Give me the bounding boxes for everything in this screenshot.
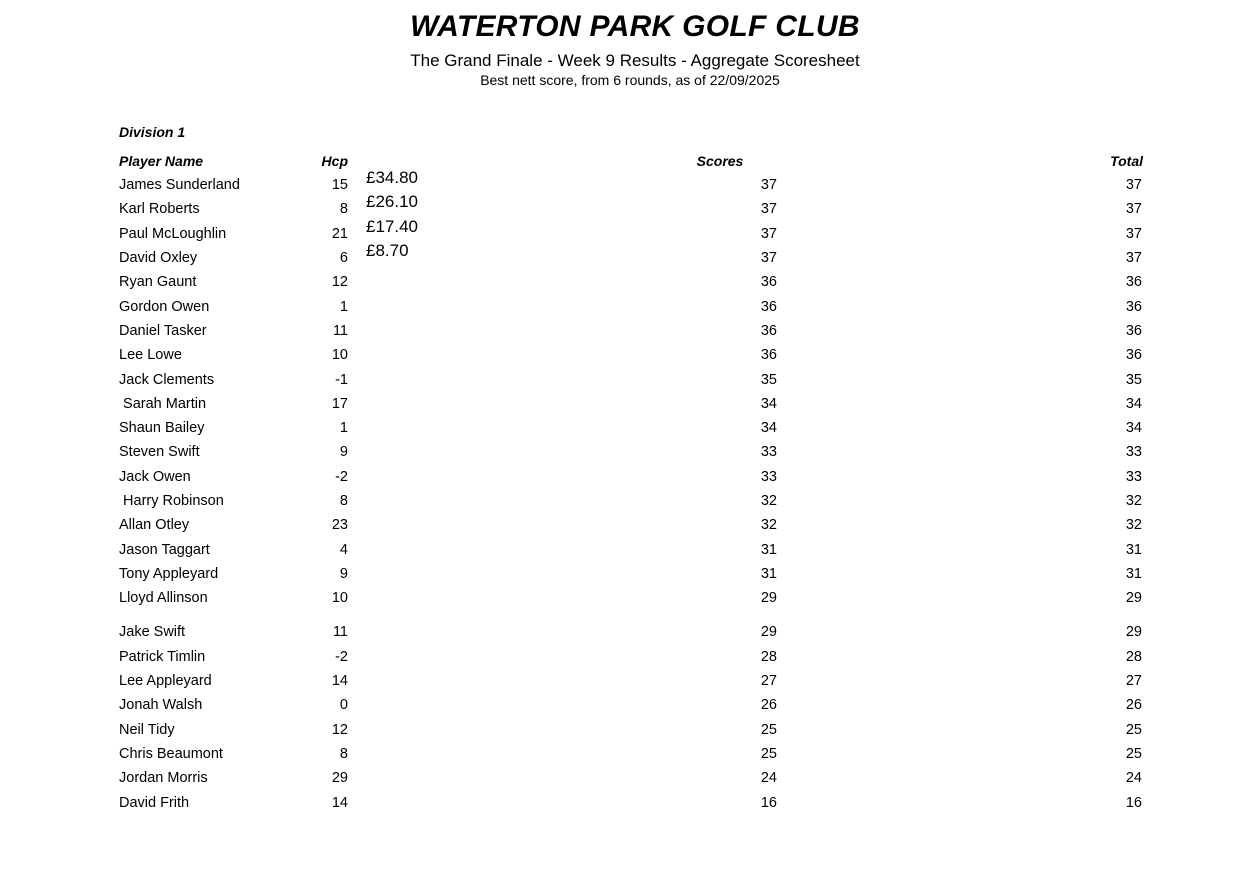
table-row <box>0 563 1240 585</box>
player-name: Harry Robinson <box>119 493 224 509</box>
handicap: 29 <box>331 770 348 786</box>
total: 34 <box>1125 396 1142 412</box>
table-row <box>0 743 1240 765</box>
table-row <box>0 621 1240 643</box>
table-row <box>0 393 1240 415</box>
division-heading: Division 1 <box>119 124 186 140</box>
score: 16 <box>760 795 777 811</box>
score: 29 <box>760 590 777 606</box>
player-name: Paul McLoughlin <box>119 226 227 242</box>
handicap: 15 <box>331 177 348 193</box>
player-name: Steven Swift <box>119 444 200 460</box>
table-row <box>0 466 1240 488</box>
score: 36 <box>760 323 777 339</box>
total: 16 <box>1125 795 1142 811</box>
table-row <box>0 192 1240 220</box>
player-name: Jake Swift <box>119 624 186 640</box>
table-row <box>0 587 1240 609</box>
table-row <box>0 490 1240 512</box>
table-row <box>0 539 1240 561</box>
prize-amount: £34.80 <box>366 168 418 187</box>
handicap: 14 <box>331 673 348 689</box>
score: 26 <box>760 697 777 713</box>
handicap: 12 <box>331 274 348 290</box>
score: 37 <box>760 201 777 217</box>
score: 34 <box>760 396 777 412</box>
player-name: Jordan Morris <box>119 770 208 786</box>
table-row <box>0 670 1240 692</box>
player-name: David Oxley <box>119 250 198 266</box>
total: 26 <box>1125 697 1142 713</box>
score: 25 <box>760 746 777 762</box>
table-row <box>0 792 1240 814</box>
player-name: Jason Taggart <box>119 542 210 558</box>
sheet-subtitle: The Grand Finale - Week 9 Results - Aggregate Scoresheet <box>410 51 860 70</box>
score: 32 <box>760 517 777 533</box>
table-row <box>0 369 1240 391</box>
table-row <box>0 241 1240 269</box>
total: 31 <box>1125 566 1142 582</box>
column-header-hcp: Hcp <box>321 153 348 169</box>
total: 25 <box>1125 746 1142 762</box>
score: 24 <box>760 770 777 786</box>
total: 37 <box>1125 250 1142 266</box>
handicap: 8 <box>339 201 348 217</box>
column-header-total: Total <box>1110 153 1143 169</box>
score: 37 <box>760 177 777 193</box>
player-name: Gordon Owen <box>119 299 210 315</box>
score: 31 <box>760 566 777 582</box>
sheet-note: Best nett score, from 6 rounds, as of 22/09/2025 <box>480 72 780 88</box>
player-name: Karl Roberts <box>119 201 200 217</box>
player-name: Patrick Timlin <box>119 649 206 665</box>
score: 36 <box>760 274 777 290</box>
player-name: Ryan Gaunt <box>119 274 197 290</box>
handicap: 0 <box>339 697 348 713</box>
player-name: Lee Appleyard <box>119 673 212 689</box>
handicap: 11 <box>332 323 348 339</box>
total: 36 <box>1125 323 1142 339</box>
total: 29 <box>1125 624 1142 640</box>
score: 37 <box>760 226 777 242</box>
total: 32 <box>1125 493 1142 509</box>
total: 36 <box>1125 347 1142 363</box>
table-row <box>0 767 1240 789</box>
score: 37 <box>760 250 777 266</box>
handicap: 8 <box>339 746 348 762</box>
handicap: 1 <box>339 420 348 436</box>
player-name: Tony Appleyard <box>119 566 219 582</box>
score: 28 <box>760 649 777 665</box>
total: 25 <box>1125 722 1142 738</box>
player-name: Jonah Walsh <box>119 697 203 713</box>
total: 33 <box>1125 444 1142 460</box>
total: 28 <box>1125 649 1142 665</box>
total: 37 <box>1125 177 1142 193</box>
total: 35 <box>1125 372 1142 388</box>
player-name: Sarah Martin <box>119 396 207 412</box>
player-name: James Sunderland <box>119 177 240 193</box>
score: 36 <box>760 347 777 363</box>
handicap: 8 <box>339 493 348 509</box>
score: 31 <box>760 542 777 558</box>
table-row <box>0 441 1240 463</box>
prize-amount: £26.10 <box>366 192 418 211</box>
handicap: 9 <box>339 566 348 582</box>
handicap: 10 <box>331 347 348 363</box>
total: 33 <box>1125 469 1142 485</box>
column-header-scores: Scores <box>696 153 744 169</box>
club-title: WATERTON PARK GOLF CLUB <box>410 10 860 43</box>
score: 33 <box>760 444 777 460</box>
player-name: Neil Tidy <box>119 722 175 738</box>
score: 25 <box>760 722 777 738</box>
score: 35 <box>760 372 777 388</box>
table-row <box>0 719 1240 741</box>
handicap: 11 <box>332 624 348 640</box>
table-row <box>0 646 1240 668</box>
score: 32 <box>760 493 777 509</box>
total: 29 <box>1125 590 1142 606</box>
player-name: Jack Clements <box>119 372 215 388</box>
table-row <box>0 514 1240 536</box>
total: 31 <box>1125 542 1142 558</box>
table-row <box>0 417 1240 439</box>
table-row <box>0 271 1240 293</box>
table-row <box>0 296 1240 318</box>
handicap: 23 <box>331 517 348 533</box>
score: 33 <box>760 469 777 485</box>
player-name: Allan Otley <box>119 517 190 533</box>
player-name: Jack Owen <box>119 469 191 485</box>
handicap: -2 <box>335 649 348 665</box>
prize-amount: £8.70 <box>366 241 409 260</box>
player-name: Lee Lowe <box>119 347 182 363</box>
total: 36 <box>1125 299 1142 315</box>
total: 37 <box>1125 201 1142 217</box>
column-header-player-name: Player Name <box>119 153 204 169</box>
table-row <box>0 168 1240 196</box>
score: 27 <box>760 673 777 689</box>
total: 36 <box>1125 274 1142 290</box>
handicap: 4 <box>339 542 348 558</box>
total: 32 <box>1125 517 1142 533</box>
score: 29 <box>760 624 777 640</box>
player-name: David Frith <box>119 795 190 811</box>
table-row <box>0 344 1240 366</box>
handicap: -2 <box>335 469 348 485</box>
prize-amount: £17.40 <box>366 217 418 236</box>
table-row <box>0 694 1240 716</box>
player-name: Daniel Tasker <box>119 323 207 339</box>
score: 36 <box>760 299 777 315</box>
handicap: 12 <box>331 722 348 738</box>
handicap: 14 <box>331 795 348 811</box>
player-name: Shaun Bailey <box>119 420 205 436</box>
player-name: Chris Beaumont <box>119 746 223 762</box>
total: 37 <box>1125 226 1142 242</box>
table-row <box>0 217 1240 245</box>
player-name: Lloyd Allinson <box>119 590 208 606</box>
handicap: 10 <box>331 590 348 606</box>
total: 34 <box>1125 420 1142 436</box>
table-row <box>0 320 1240 342</box>
total: 24 <box>1125 770 1142 786</box>
handicap: 17 <box>331 396 348 412</box>
handicap: 9 <box>339 444 348 460</box>
handicap: 21 <box>331 226 348 242</box>
handicap: -1 <box>335 372 348 388</box>
total: 27 <box>1125 673 1142 689</box>
score: 34 <box>760 420 777 436</box>
handicap: 6 <box>339 250 348 266</box>
handicap: 1 <box>339 299 348 315</box>
